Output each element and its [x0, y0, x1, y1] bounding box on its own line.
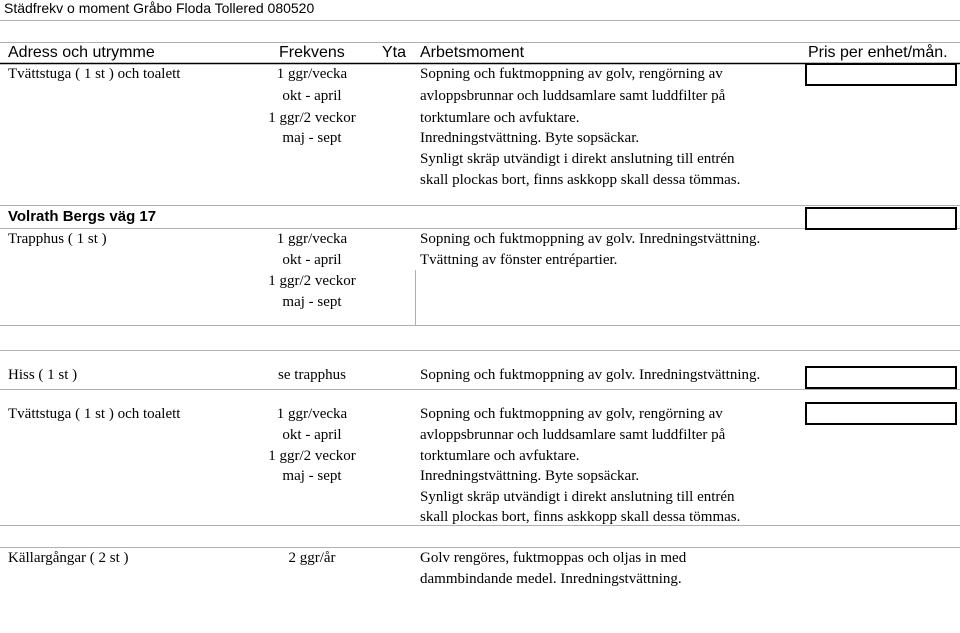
room-name: Hiss ( 1 st ) [8, 367, 78, 383]
task-line: avloppsbrunnar och luddsamlare samt luddfilter på [420, 427, 726, 443]
header-area: Yta [382, 44, 407, 61]
task-line: avloppsbrunnar och luddsamlare samt luddfilter på [420, 88, 726, 104]
room-name: Tvättstuga ( 1 st ) och toalett [8, 66, 181, 82]
frequency-text: okt - april [282, 427, 342, 443]
task-line: Inredningstvättning. Byte sopsäckar. [420, 468, 640, 484]
frequency-text: 1 ggr/2 veckor [268, 110, 356, 126]
header-task: Arbetsmoment [420, 44, 525, 61]
task-line: Sopning och fuktmoppning av golv. Inredningstvättning. [420, 231, 761, 247]
task-line: torktumlare och avfuktare. [420, 110, 580, 126]
task-line: dammbindande medel. Inredningstvättning. [420, 571, 682, 587]
header-price: Pris per enhet/mån. [808, 44, 948, 61]
frequency-text: maj - sept [282, 130, 342, 146]
task-line: Synligt skräp utvändigt i direkt anslutning till entrén [420, 489, 735, 505]
task-line: Sopning och fuktmoppning av golv, rengörning av [420, 406, 723, 422]
task-line: Sopning och fuktmoppning av golv, rengörning av [420, 66, 723, 82]
task-line: Tvättning av fönster entrépartier. [420, 252, 618, 268]
address-heading: Volrath Bergs väg 17 [8, 208, 157, 225]
task-line: skall plockas bort, finns askkopp skall dessa tömmas. [420, 509, 741, 525]
frequency-text: 1 ggr/vecka [276, 231, 348, 247]
frequency-text: 1 ggr/vecka [276, 406, 348, 422]
frequency-text: okt - april [282, 252, 342, 268]
frequency-text: se trapphus [278, 367, 346, 383]
sheet-title: Städfrekv o moment Gråbo Floda Tollered 080520 [4, 0, 315, 16]
header-frequency: Frekvens [279, 44, 345, 61]
header-address: Adress och utrymme [8, 44, 155, 61]
frequency-text: maj - sept [282, 468, 342, 484]
room-name: Tvättstuga ( 1 st ) och toalett [8, 406, 181, 422]
task-line: torktumlare och avfuktare. [420, 448, 580, 464]
frequency-text: 1 ggr/2 veckor [268, 448, 356, 464]
task-line: skall plockas bort, finns askkopp skall dessa tömmas. [420, 172, 741, 188]
frequency-text: 1 ggr/vecka [276, 66, 348, 82]
task-line: Sopning och fuktmoppning av golv. Inredningstvättning. [420, 367, 761, 383]
frequency-text: okt - april [282, 88, 342, 104]
room-name: Trapphus ( 1 st ) [8, 231, 107, 247]
task-line: Synligt skräp utvändigt i direkt anslutning till entrén [420, 151, 735, 167]
room-name: Källargångar ( 2 st ) [8, 550, 129, 566]
frequency-text: 1 ggr/2 veckor [268, 273, 356, 289]
task-line: Golv rengöres, fuktmoppas och oljas in med [420, 550, 687, 566]
task-line: Inredningstvättning. Byte sopsäckar. [420, 130, 640, 146]
frequency-text: 2 ggr/år [288, 550, 336, 566]
frequency-text: maj - sept [282, 294, 342, 310]
